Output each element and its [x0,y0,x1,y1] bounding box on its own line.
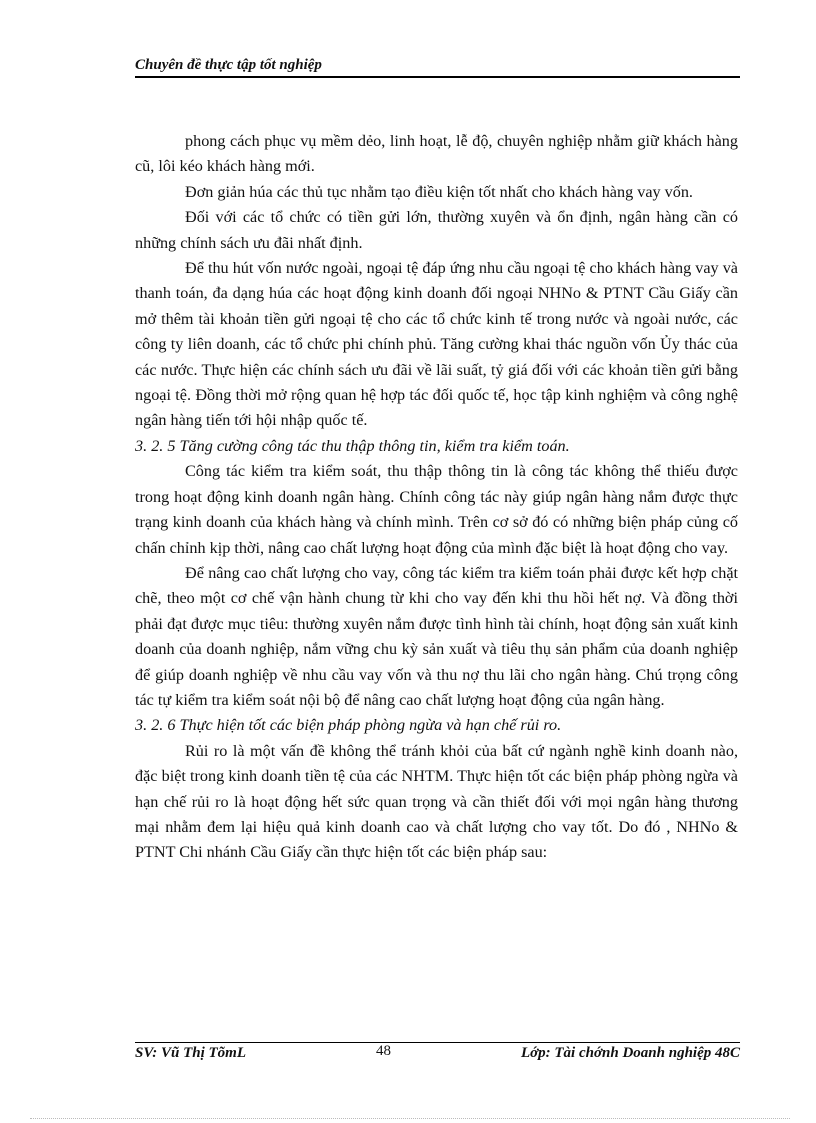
footer-divider [135,1042,740,1043]
paragraph: Đơn giản húa các thủ tục nhằm tạo điều kiện tốt nhất cho khách hàng vay vốn. [185,182,693,201]
header-title: Chuyên đề thực tập tốt nghiệp [135,57,322,73]
page-edge-divider [30,1118,790,1119]
paragraph: Để thu hút vốn nước ngoài, ngoại tệ đáp ứng nhu cầu ngoại tệ cho khách hàng vay và thanh toán, đa dạng húa các hoạt động kinh doanh đối ngoại NHNo & PTNT Cầu Giấy cần mở thêm tài khoản tiền gửi ngoại tệ cho các tổ chức kinh tế trong nước và ngoài nước, các công ty liên doanh, các tổ chức phi chính phủ. Tăng cường khai thác nguồn vốn Ủy thác của các nước. Thực hiện các chính sách ưu đãi về lãi suất, tỷ giá đối với các khoản tiền gửi bằng ngoại tệ. Đồng thời mở rộng quan hệ hợp tác đối quốc tế, học tập kinh nghiệm và công nghệ ngân hàng tiến tới hội nhập quốc tế. [135,259,738,430]
section-heading: 3. 2. 5 Tăng cường công tác thu thập thông tin, kiểm tra kiểm toán. [135,436,570,455]
paragraph: phong cách phục vụ mềm dẻo, linh hoạt, lễ độ, chuyên nghiệp nhằm giữ khách hàng cũ, lôi kéo khách hàng mới. [135,132,738,176]
page-number: 48 [375,1043,391,1059]
section-heading: 3. 2. 6 Thực hiện tốt các biện pháp phòng ngừa và hạn chế rủi ro. [135,716,562,735]
paragraph: Để nâng cao chất lượng cho vay, công tác kiểm tra kiểm toán phải được kết hợp chặt chẽ, theo một cơ chế vận hành chung từ khi cho vay đến khi thu hồi hết nợ. Và đồng thời phải đạt được mục tiêu: thường xuyên nắm được tình hình tài chính, hoạt động sản xuất kinh doanh của doanh nghiệp, nắm vững chu kỳ sản xuất và tiêu thụ sản phẩm của doanh nghiệp để giúp doanh nghiệp về nhu cầu vay vốn và thu nợ thu lãi cho ngân hàng. Chú trọng công tác tự kiểm tra kiểm soát nội bộ để nâng cao chất lượng hoạt động của ngân hàng. [135,563,738,709]
paragraph: Công tác kiểm tra kiểm soát, thu thập thông tin là công tác không thể thiếu được trong hoạt động kinh doanh ngân hàng. Chính công tác này giúp ngân hàng nắm được thực trạng kinh doanh của khách hàng và chính mình. Trên cơ sở đó có những biện pháp củng cố chấn chỉnh kịp thời, nâng cao chất lượng hoạt động của mình đặc biệt là hoạt động cho vay. [135,462,738,557]
document-body [135,129,738,866]
page-header [135,57,740,78]
paragraph: Rủi ro là một vấn đề không thể tránh khỏi của bất cứ ngành nghề kinh doanh nào, đặc biệt trong kinh doanh tiền tệ của các NHTM. Thực hiện tốt các biện pháp phòng ngừa và hạn chế rủi ro là hoạt động hết sức quan trọng và cần thiết đối với mọi ngân hàng thương mại nhằm đem lại hiệu quả kinh doanh cao và chất lượng cho vay tốt. Do đó , NHNo & PTNT Chi nhánh Cầu Giấy cần thực hiện tốt các biện pháp sau: [135,741,738,862]
footer-student: SV: Vũ Thị TõmL [135,1045,246,1061]
footer-class: Lớp: Tài chớnh Doanh nghiệp 48C [520,1045,740,1061]
paragraph: Đối với các tổ chức có tiền gửi lớn, thường xuyên và ổn định, ngân hàng cần có những chính sách ưu đãi nhất định. [135,208,738,252]
page-footer [135,1045,740,1062]
